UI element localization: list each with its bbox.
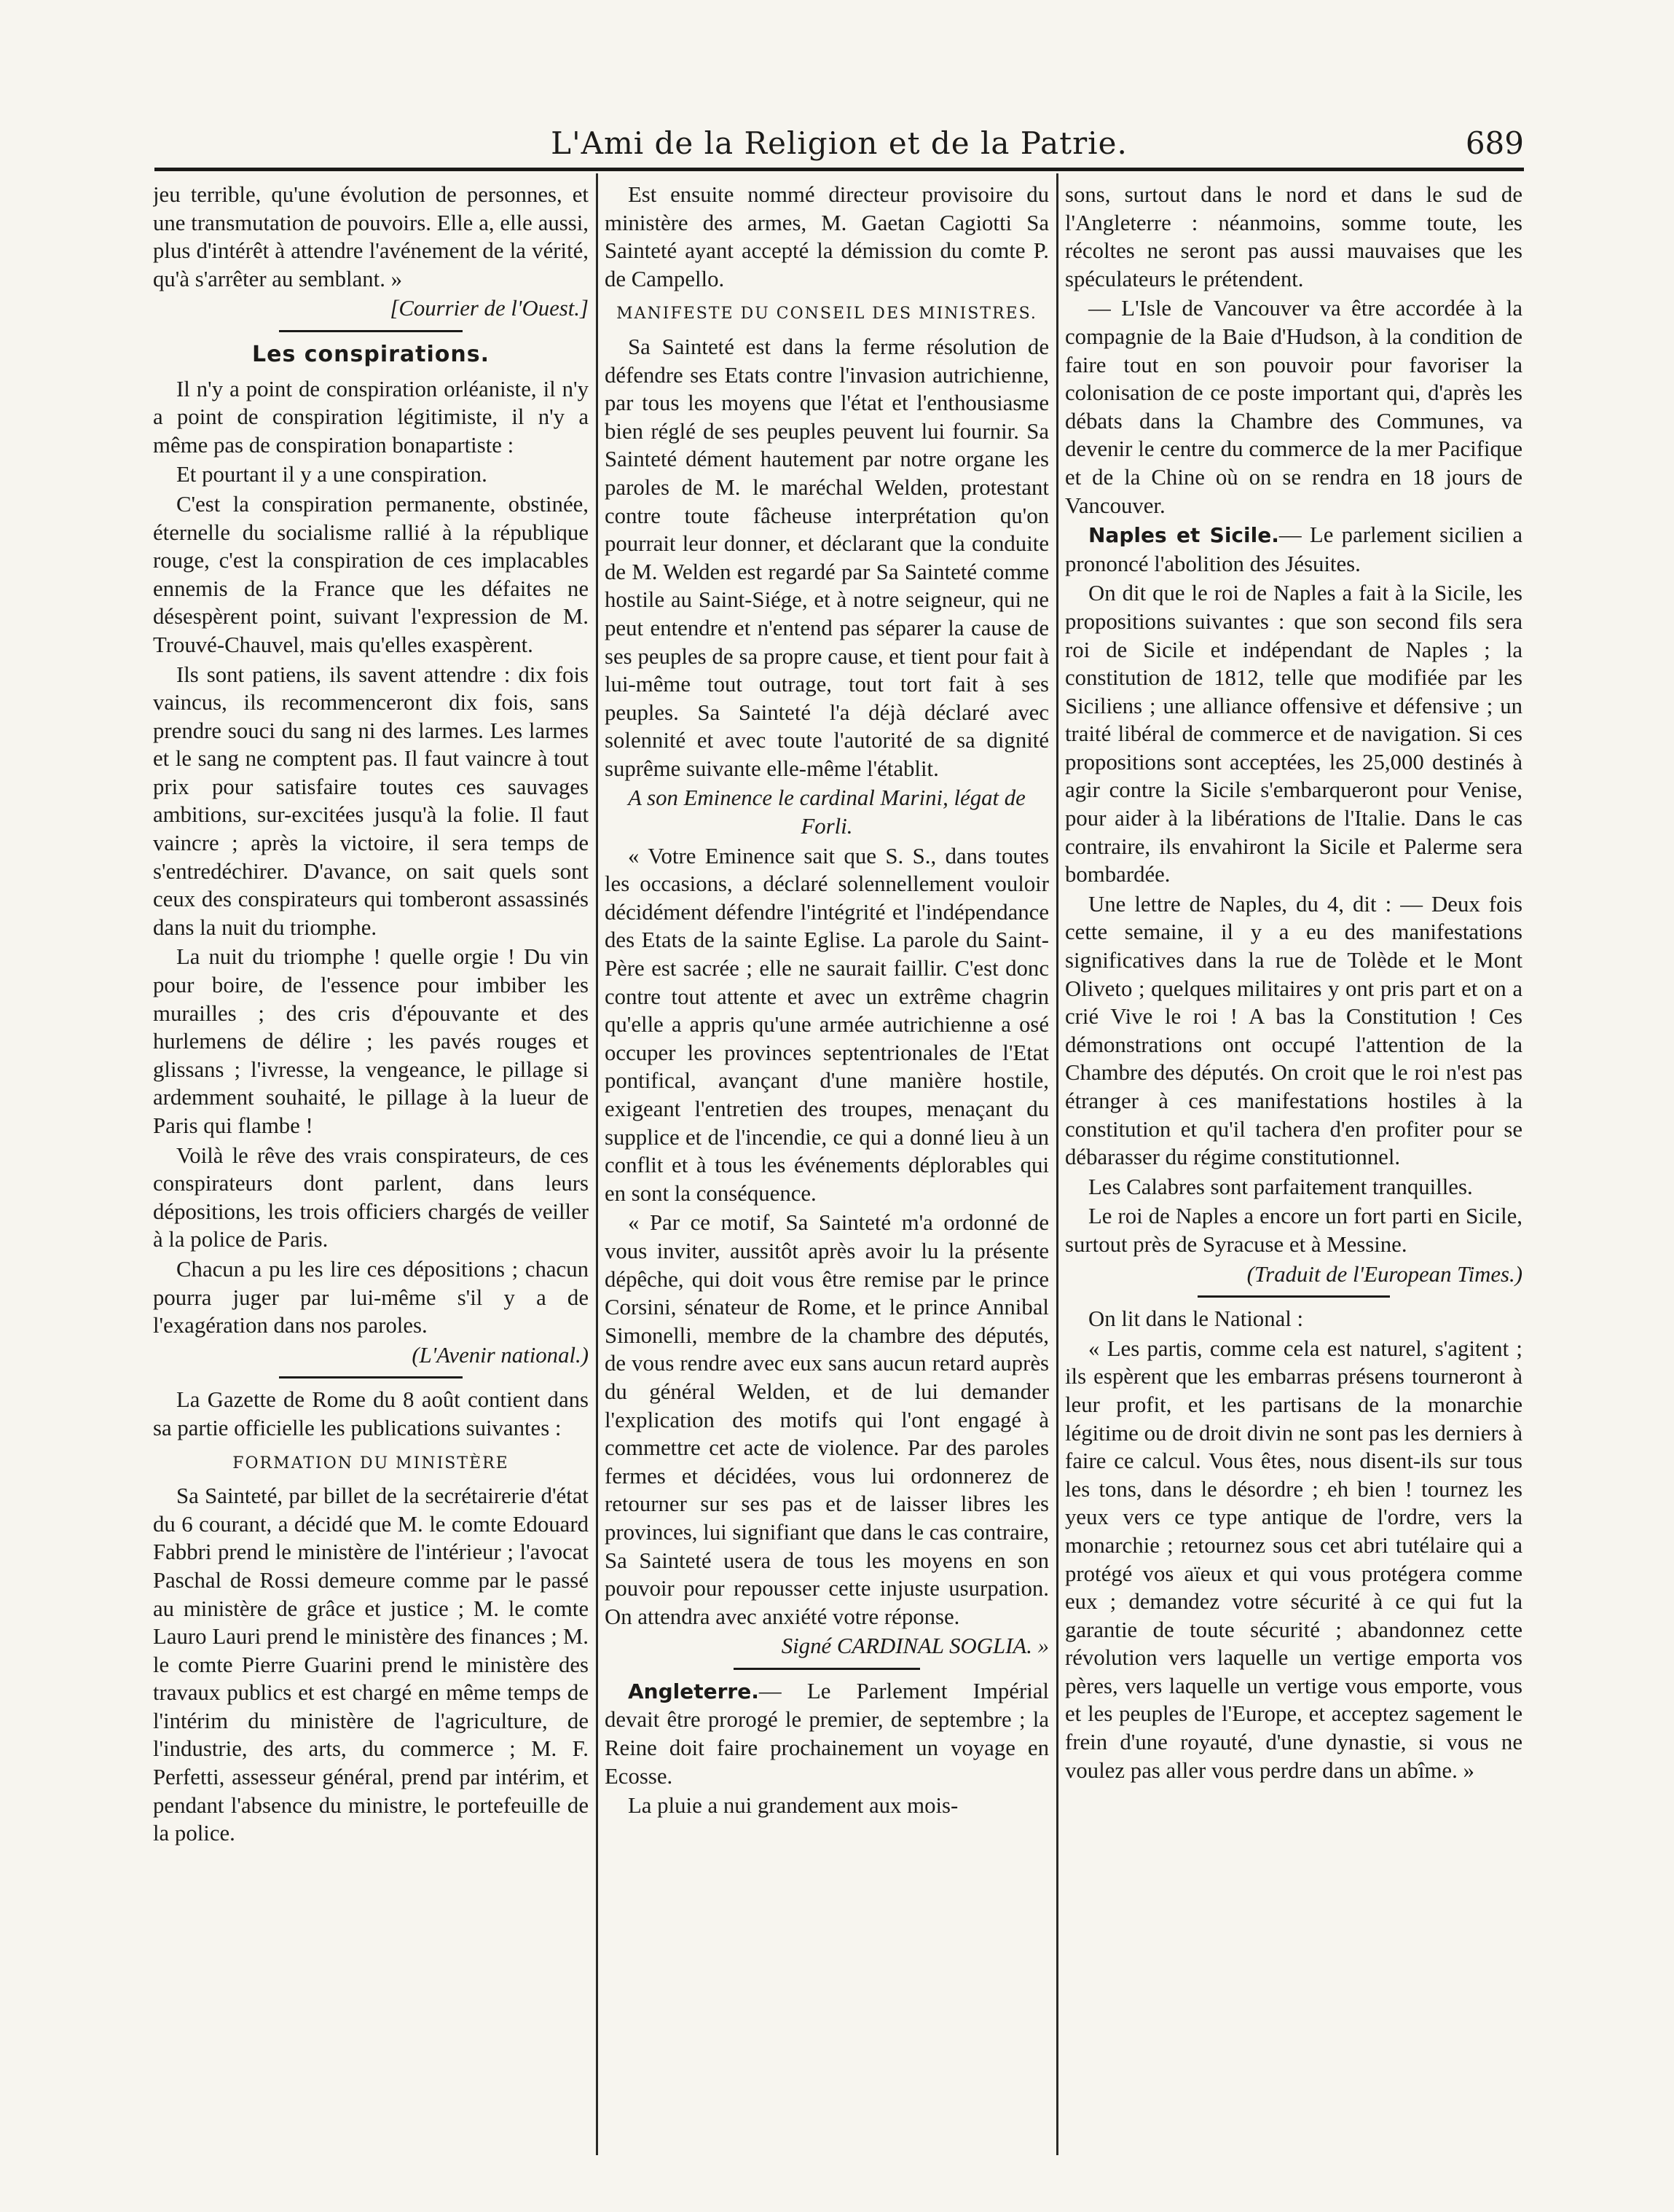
section-kicker: Angleterre. [628,1679,759,1703]
article-paragraph: La pluie a nui grandement aux mois- [628,1793,959,1819]
article-paragraph: Il n'y a point de conspiration orléaniste, il n'y a point de conspiration légitimiste, il n'y a même pas de conspiration bonapartiste : [153,376,589,458]
letter-signature: Signé CARDINAL SOGLIA. » [781,1633,1049,1659]
section-kicker: Naples et Sicile. [1088,523,1279,548]
article-paragraph: — L'Isle de Vancouver va être accordée à la compagnie de la Baie d'Hudson, à la condition de faire tout en son pouvoir pour favoriser la colonisation de ce poste important qui, d'après les débats dans la Chambre des Communes, va devenir le centre du commerce de la mer Pacifique et de la Chine où on se rendra en 18 jours de Vancouver. [1065,296,1522,518]
article-paragraph: Les Calabres sont parfaitement tranquilles. [1088,1174,1473,1199]
column-3 [1065,181,1522,2119]
section-divider [279,1376,462,1378]
article-paragraph: Est ensuite nommé directeur provisoire du ministère des armes, M. Gaetan Cagiotti Sa Sainteté ayant accepté la démission du comte P. de Campello. [605,182,1049,291]
article-paragraph: Ils sont patiens, ils savent attendre : dix fois vaincus, ils recommenceront dix fois, sans prendre souci du sang ni des larmes. Les larmes et le sang ne comptent pas. Il faut vaincre à tout prix pour satisfaire toutes ces sauvages ambitions, sur-excitées jusqu'à la folie. Il faut vaincre ; après la victoire, il sera temps de s'entredéchirer. D'avance, on sait quels sont ceux des conspirateurs qui tomberont assassinés dans la nuit du triomphe. [153,662,589,940]
article-source: (L'Avenir national.) [412,1342,589,1368]
column-separator [1056,173,1058,2155]
section-heading: Les conspirations. [251,341,490,367]
article-paragraph: Sa Sainteté est dans la ferme résolution de défendre ses Etats contre l'invasion autrichienne, par tous les moyens que l'état et l'enthousiasme bien réglé de ses peuples peuvent lui fournir. Sa Sainteté dément hautement par notre organe les paroles de M. le maréchal Welden, protestant contre toute fâcheuse interprétation qu'on pourrait leur donner, et déclarant que la conduite de M. Welden est regardé par Sa Sainteté comme hostile au Saint-Siége, et à notre seigneur, qui ne peut entendre et n'entend pas séparer la cause de ses peuples de sa propre cause, et tient pour fait à lui-même tout outrage, tout tort fait à ses peuples. Sa Sainteté l'a déjà déclaré avec solennité et avec toute l'autorité de sa dignité suprême suivante elle-même l'établit. [605,334,1049,781]
section-divider [734,1668,920,1670]
article-paragraph: sons, surtout dans le nord et dans le sud de l'Angleterre : néanmoins, somme toute, les récoltes ne seront pas aussi mauvaises que les spéculateurs le prétendent. [1065,182,1522,291]
page-header [154,109,1524,171]
article-paragraph: Sa Sainteté, par billet de la secrétairerie d'état du 6 courant, a décidé que M. le comte Edouard Fabbri prend le ministère de l'intérieur ; l'avocat Paschal de Rossi demeure comme par le passé au ministère de grâce et justice ; M. le comte Lauro Lauri prend le ministère des finances ; M. le comte Pierre Guarini prend le ministère des travaux publics et est chargé en même temps de l'intérim du ministère de l'agriculture, de l'industrie, des arts, du commerce ; M. F. Perfetti, assesseur général, prend par intérim, et pendant l'absence du ministre, le portefeuille de la police. [153,1483,589,1846]
column-2 [605,181,1049,2119]
section-subheading: MANIFESTE DU CONSEIL DES MINISTRES. [616,305,1037,323]
article-paragraph: Une lettre de Naples, du 4, dit : — Deux fois cette semaine, il y a eu des manifestations significatives dans la rue de Tolède et le Mont Oliveto ; quelques militaires y ont pris part et on a crié Vive le roi ! A bas la Constitution ! Ces démonstrations ont occupé l'attention de la Chambre des députés. On croit que le roi n'est pas étranger à ces manifestations hostiles à la constitution et qu'il tachera d'en profiter pour se débarasser du régime constitutionnel. [1065,891,1522,1170]
publication-title: L'Ami de la Religion et de la Patrie. [551,125,1128,161]
article-paragraph: « Les partis, comme cela est naturel, s'agitent ; ils espèrent que les embarras présens tourneront à leur profit, et les partisans de la monarchie légitime ou de droit divin ne sont pas les derniers à faire ce calcul. Vous êtes, nous disent-ils sur tous les tons, dans le désordre ; eh bien ! tournez les yeux vers ce type antique de l'ordre, vers la monarchie ; retournez sous cet abri tutélaire qui a protégé vos aïeux et qui vous protégera comme eux ; demandez votre sécurité à ce qui fut la garantie de toute sécurité ; abandonnez cette révolution vers laquelle un vertige emporta vos pères, vers laquelle un vertige vous emporte, vous et les peuples de l'Europe, et acceptez sagement le frein d'une royauté, d'une dynastie, si vous ne voulez pas aller vous perdre dans un abîme. » [1065,1336,1522,1783]
article-paragraph: Et pourtant il y a une conspiration. [176,462,487,487]
article-paragraph [1065,521,1522,578]
section-divider [1198,1295,1390,1298]
column-1 [153,181,589,2119]
article-paragraph: La nuit du triomphe ! quelle orgie ! Du vin pour boire, de l'essence pour imbiber les murailles ; des cris d'épouvante et des hurlemens de délire ; les pavés rouges et glissans ; l'ivresse, la vengeance, le pillage si ardemment souhaité, le pillage à la lueur de Paris qui flambe ! [153,944,589,1138]
article-paragraph: La Gazette de Rome du 8 août contient dans sa partie officielle les publications suivantes : [153,1387,589,1440]
column-separator [596,173,598,2155]
article-paragraph: Voilà le rêve des vrais conspirateurs, de ces conspirateurs dont parlent, dans leurs dépositions, les trois officiers chargés de veiller à la police de Paris. [153,1142,589,1252]
article-text: — Le parlement sicilien a prononcé l'abolition des Jésuites. [1065,522,1522,576]
section-divider [279,330,462,332]
page-number: 689 [1465,125,1524,161]
article-text: — Le Parlement Impérial devait être prorogé le premier, de septembre ; la Reine doit faire prochainement un voyage en Ecosse. [605,1678,1049,1789]
article-paragraph: « Votre Eminence sait que S. S., dans toutes les occasions, a déclaré solennellement vouloir décidément défendre l'intégrité et l'indépendance des Etats de la sainte Eglise. La parole du Saint-Père est sacrée ; elle ne saurait faillir. C'est donc contre tout attente et avec un extrême chagrin qu'elle a appris qu'une armée autrichienne a osé occuper les provinces septentrionales de l'Etat pontifical, avançant d'une manière hostile, exigeant l'entretien des troupes, menaçant du supplice et de l'incendie, ce qui a donné lieu à un conflit et à tous les événements déplorables qui en sont la conséquence. [605,843,1049,1206]
article-paragraph: On dit que le roi de Naples a fait à la Sicile, les propositions suivantes : que son second fils sera roi de Sicile et indépendant de Naples ; la constitution de 1812, telle que modifiée par les Siciliens ; une alliance offensive et défensive ; un traité libéral de commerce et de navigation. Si ces propositions sont acceptées, les 25,000 destinés à agir contre la Sicile s'embarqueront pour Venise, pour aider à la libérations de l'Italie. Dans le cas contraire, ils envahiront la Sicile et Palerme sera bombardée. [1065,581,1522,887]
article-source: [Courrier de l'Ouest.] [390,296,589,321]
article-paragraph: On lit dans le National : [1088,1306,1304,1332]
article-paragraph: jeu terrible, qu'une évolution de personnes, et une transmutation de pouvoirs. Elle a, elle aussi, plus d'intérêt à attendre l'avénement de la vérité, qu'à s'arrêter au semblant. » [153,182,589,291]
article-paragraph [605,1677,1049,1790]
section-subheading: FORMATION DU MINISTÈRE [232,1454,509,1472]
article-paragraph: Chacun a pu les lire ces dépositions ; chacun pourra juger par lui-même s'il y a de l'exagération dans nos paroles. [153,1256,589,1338]
article-paragraph: Le roi de Naples a encore un fort parti en Sicile, surtout près de Syracuse et à Messine. [1065,1204,1522,1257]
letter-address: A son Eminence le cardinal Marini, légat de Forli. [628,785,1026,839]
article-paragraph: « Par ce motif, Sa Sainteté m'a ordonné de vous inviter, aussitôt après avoir lu la présente dépêche, qui doit vous être remise par le prince Corsini, sénateur de Rome, et le prince Annibal Simonelli, membre de la chambre des députés, de vous rendre avec eux sans aucun retard auprès du général Welden, et de lui demander l'explication des motifs qui l'ont engagé à commettre cet acte de violence. Par des paroles fermes et décidées, vous lui ordonnerez de retourner sur ses pas et de laisser libres les provinces, lui signifiant que dans le cas contraire, Sa Sainteté usera de tous les moyens en son pouvoir pour repousser cette injuste usurpation. On attendra avec anxiété votre réponse. [605,1210,1049,1629]
article-source: (Traduit de l'European Times.) [1246,1261,1522,1287]
article-paragraph: C'est la conspiration permanente, obstinée, éternelle du socialisme rallié à la république rouge, c'est la conspiration de ces implacables ennemis de la France que les défaites ne désespèrent point, suivant l'expression de M. Trouvé-Chauvel, mais qu'elles exaspèrent. [153,491,589,657]
